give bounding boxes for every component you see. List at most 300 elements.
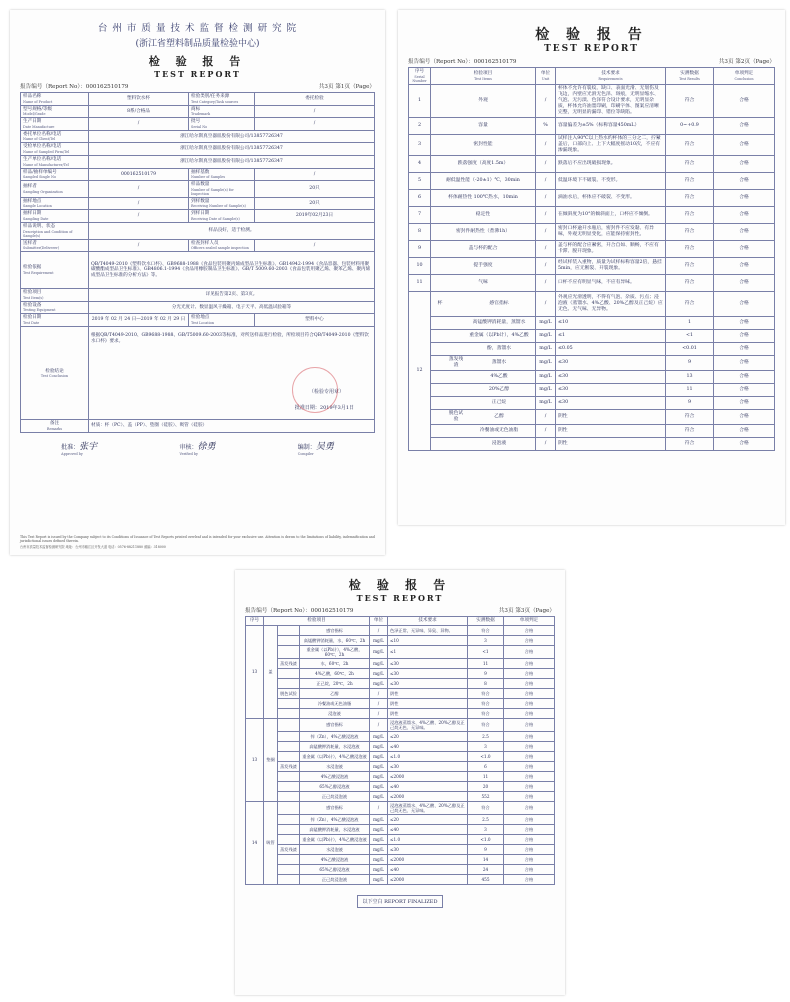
unit: / <box>536 223 556 240</box>
test-item: 高锰酸钾消耗量，水，60℃，2h <box>300 635 370 645</box>
conclusion: 合格 <box>504 658 555 668</box>
item-subgroup <box>278 718 300 731</box>
cover-row <box>21 93 375 106</box>
item-subgroup <box>278 678 300 688</box>
item-name: 20%乙醇 <box>488 386 510 392</box>
requirement: 经试样装入重物，质量为试样标称容量2倍，悬挂5min，应无断裂、开裂现象。 <box>556 257 666 274</box>
field-label-text: 样品数量 <box>191 182 210 188</box>
unit: mg/L <box>536 383 556 396</box>
issue-date: 批准日期：2019年3月1日 <box>294 404 354 411</box>
report-number: 报告编号（Report No）：000162510179 <box>20 84 129 90</box>
test-item: 65%乙醇浸泡液 <box>300 864 370 874</box>
unit: mg/L <box>370 874 388 884</box>
unit: mg/L <box>370 668 388 678</box>
test-result: 1 <box>666 316 714 329</box>
requirement: ≤40 <box>388 781 468 791</box>
conclusion: 合格 <box>714 329 775 342</box>
field-label-en: Sampling Organization <box>23 189 63 194</box>
field-label-en: Sampled Single No <box>23 175 57 180</box>
test-result: 552 <box>468 791 504 801</box>
field-label <box>21 197 89 210</box>
column-header <box>409 68 431 85</box>
field-label-text: 样品/抽样单编号 <box>23 169 57 175</box>
column-header-en: Conclusion <box>734 76 754 81</box>
conclusion: 合格 <box>504 761 555 771</box>
table-row <box>246 625 555 635</box>
field-label <box>21 105 89 118</box>
table-row <box>409 84 775 117</box>
requirement: 外观应光滑透明，不得有气泡、杂质、污点；浸泡液（蒸馏水、4%乙酸、20%乙醇及正己烷）应无色、无气味、无异物。 <box>556 291 666 316</box>
requirement: ≤10 <box>556 316 666 329</box>
column-header-text: 单项判定 <box>734 71 754 76</box>
serial-number: 2 <box>409 117 431 134</box>
report-title: 检 验 报 告 <box>148 55 247 68</box>
item-name: 重金属（以Pb计），4%乙酸 <box>469 332 529 338</box>
verified-by: 审核：徐勇 Verified by <box>179 441 216 456</box>
serial-number: 7 <box>409 206 431 223</box>
conclusion: 合格 <box>714 257 775 274</box>
unit: / <box>536 274 556 291</box>
test-result: <1 <box>666 329 714 342</box>
field-label-text: 抽样日期 <box>23 211 42 217</box>
field-label-en: Test Requirement <box>23 270 54 275</box>
compiled-by: 编制：吴勇 Compiler <box>297 441 334 456</box>
conclusion: 合格 <box>504 708 555 718</box>
table-row <box>409 396 775 409</box>
unit: mg/L <box>370 731 388 741</box>
unit: / <box>370 625 388 635</box>
field-label <box>189 93 255 106</box>
test-item: 感官指标 <box>300 625 370 635</box>
test-item: 水，60℃，2h <box>300 658 370 668</box>
field-value: 20只 <box>255 181 375 198</box>
serial-number: 8 <box>409 223 431 240</box>
test-result: 符合 <box>666 437 714 450</box>
field-value: 8系/合格品 <box>89 105 189 118</box>
conclusion: 合格 <box>504 731 555 741</box>
conclusion: 合格 <box>714 240 775 257</box>
field-label-en: Date Manufacture <box>23 124 55 129</box>
requirement: ≤40 <box>388 824 468 834</box>
conclusion: 合格 <box>714 274 775 291</box>
field-label <box>21 155 89 168</box>
requirement: 浸泡液蒸馏水、4%乙酸、20%乙醇及正己烷无色、无异味。 <box>388 718 468 731</box>
column-header-en: Test Results <box>679 76 700 81</box>
approver-signature: 张宇 <box>79 441 98 452</box>
cover-row <box>21 210 375 223</box>
field-label <box>21 239 89 252</box>
requirement: ≤30 <box>556 355 666 370</box>
item-name: 蒸馏水 <box>491 359 507 365</box>
test-result: 符合 <box>666 134 714 155</box>
field-label-en: Test Date <box>23 320 40 325</box>
conclusion: 合格 <box>504 801 555 814</box>
field-label-en: Receiving Number of Sample(s) <box>191 204 246 209</box>
field-label-text: 型号规格/等级 <box>23 106 53 112</box>
test-result: 符合 <box>666 155 714 172</box>
field-value: 详见报告第2页、第3页。 <box>89 289 375 302</box>
conclusion: 合格 <box>504 678 555 688</box>
table-row <box>409 274 775 291</box>
unit: mg/L <box>536 396 556 409</box>
table-row <box>246 741 555 751</box>
conclusion: 合格 <box>504 668 555 678</box>
item-subgroup <box>278 824 300 834</box>
conclusion-cell <box>89 327 375 420</box>
requirement: 阴性 <box>556 409 666 424</box>
field-label-text: 抽样者 <box>23 184 37 190</box>
unit: / <box>370 698 388 708</box>
test-item: 水浸泡液 <box>300 761 370 771</box>
column-header-text: 检验项目 <box>473 71 493 76</box>
serial-number: 12 <box>409 291 431 450</box>
unit: / <box>536 291 556 316</box>
table-row <box>246 771 555 781</box>
conclusion: 合格 <box>504 864 555 874</box>
serial-number: 14 <box>246 801 264 884</box>
conclusion: 合格 <box>504 718 555 731</box>
conclusion: 合格 <box>714 409 775 424</box>
field-label <box>21 252 89 289</box>
item-subgroup <box>278 854 300 864</box>
requirement: ≤2000 <box>388 791 468 801</box>
conclusion-label: 检验结论 Test Conclusion <box>21 327 89 420</box>
test-item <box>431 291 536 316</box>
field-label-en: Submitter(Deliverer) <box>23 246 60 251</box>
test-item: 锌（Zn），4%乙酸浸泡液 <box>300 814 370 824</box>
test-item: 感官指标 <box>300 718 370 731</box>
table-row <box>409 223 775 240</box>
field-label <box>189 210 255 223</box>
table-row <box>246 718 555 731</box>
test-result: 符合 <box>666 189 714 206</box>
cover-row <box>21 181 375 198</box>
test-item: 重金属（以Pb计），4%乙酸浸泡液 <box>300 751 370 761</box>
table-row <box>246 791 555 801</box>
conclusion: 合格 <box>714 291 775 316</box>
field-value: 塑料饮水杯 <box>89 93 189 106</box>
test-result: 2.5 <box>468 731 504 741</box>
test-result: 9 <box>666 396 714 409</box>
unit: / <box>536 206 556 223</box>
requirement: 滴油水后，杯体应不破裂、不变形。 <box>556 189 666 206</box>
test-item: 正己烷浸泡液 <box>300 791 370 801</box>
table-row <box>246 874 555 884</box>
table-row <box>246 781 555 791</box>
unit: mg/L <box>370 645 388 658</box>
serial-number: 4 <box>409 155 431 172</box>
item-name: 冷餐油或无色油脂 <box>479 427 519 433</box>
table-row <box>246 708 555 718</box>
test-result: 符合 <box>666 172 714 189</box>
test-item: 4%乙酸，60℃，2h <box>300 668 370 678</box>
item-subgroup <box>278 781 300 791</box>
column-header-en: Requirements <box>598 76 623 81</box>
conclusion: 合格 <box>714 355 775 370</box>
requirement: ≤30 <box>556 383 666 396</box>
item-subgroup <box>278 864 300 874</box>
serial-number: 11 <box>409 274 431 291</box>
cover-row <box>21 301 375 314</box>
field-value: 2019年02月23日 <box>255 210 375 223</box>
serial-number: 9 <box>409 240 431 257</box>
unit: / <box>536 409 556 424</box>
field-value: 2019 年 02 月 24 日—2019 年 02 月 29 日 <box>89 314 189 327</box>
field-label-text: 检验类别/任务来源 <box>191 94 230 99</box>
field-label-en: Number of Sample(s) for Inspection <box>191 187 234 196</box>
unit: / <box>536 240 556 257</box>
field-label <box>21 222 89 239</box>
requirement: ≤1 <box>556 329 666 342</box>
field-label-text: 抽样地点 <box>23 198 42 204</box>
conclusion: 合格 <box>504 824 555 834</box>
field-value: 浙江哈尔斯真空器皿股份有限公司/13857726347 <box>89 155 375 168</box>
table-row <box>409 155 775 172</box>
unit: / <box>370 718 388 731</box>
requirement: 阴性 <box>388 688 468 698</box>
item-subgroup: 蒸发残渣 <box>278 761 300 771</box>
item-subgroup <box>278 771 300 781</box>
table-row <box>409 383 775 396</box>
field-value: / <box>89 118 189 131</box>
requirement: ≤2000 <box>388 854 468 864</box>
item-subgroup <box>278 698 300 708</box>
report-number: 报告编号（Report No）：000162510179 <box>245 608 354 614</box>
requirement: 跌落后不应出现破损现象。 <box>556 155 666 172</box>
test-item: 跌落强度（高度1.5m） <box>431 155 536 172</box>
field-value: / <box>255 105 375 118</box>
cover-row <box>21 143 375 156</box>
table-row <box>246 731 555 741</box>
unit: mg/L <box>370 854 388 864</box>
requirement: 阴性 <box>388 698 468 708</box>
test-item: 气味 <box>431 274 536 291</box>
test-item <box>431 316 536 329</box>
conclusion: 合格 <box>714 370 775 383</box>
requirement: ≤1.0 <box>388 751 468 761</box>
field-label-text: 检验设备 <box>23 302 42 308</box>
remarks-label: 备注 Remarks <box>21 420 89 433</box>
report-page-3 <box>235 570 565 995</box>
conclusion: 合格 <box>714 437 775 450</box>
requirement: ≤1.0 <box>388 834 468 844</box>
field-label-en: Test Item(s) <box>23 295 44 300</box>
unit: mg/L <box>370 678 388 688</box>
field-value: 浙江哈尔斯真空器皿股份有限公司/13857726347 <box>89 130 375 143</box>
field-value: / <box>255 168 375 181</box>
test-results-table <box>245 616 555 885</box>
unit: / <box>536 189 556 206</box>
test-result: 符合 <box>666 257 714 274</box>
test-result: 11 <box>468 658 504 668</box>
field-label-en: Name of Product <box>23 99 53 104</box>
field-value: QB/T4049-2010《塑料饮水口杯》、GB9688-1988《食品包装用聚丙烯成型品卫生标准》、GB14942-1994《食品容器、包装材料用聚碳酸酯成型品卫生标准》、GB4806.1-1994《食品用橡胶制品卫生标准》、GB/T 5009.60-2003《食品包装用聚乙烯、聚苯乙烯、聚丙烯成型品卫生标准的分析方法》等。 <box>89 252 375 289</box>
test-result: 符合 <box>666 240 714 257</box>
test-item <box>431 329 536 342</box>
table-row <box>409 291 775 316</box>
unit: / <box>536 155 556 172</box>
field-label <box>189 181 255 198</box>
conclusion: 合格 <box>714 117 775 134</box>
test-item <box>431 355 536 370</box>
page-indicator: 共3页 第2页（Page） <box>718 59 775 65</box>
requirement: ≤1 <box>388 645 468 658</box>
requirement: ≤20 <box>388 731 468 741</box>
field-value: / <box>255 118 375 131</box>
field-label <box>189 118 255 131</box>
field-label-text: 生产日期 <box>23 119 42 125</box>
conclusion: 合格 <box>504 635 555 645</box>
column-header <box>536 68 556 85</box>
field-label-text: 生产单位名称/电话 <box>23 156 62 162</box>
field-value: / <box>255 239 375 252</box>
field-label-text: 样品名称 <box>23 94 42 99</box>
test-item: 高锰酸钾消耗量，水浸泡液 <box>300 824 370 834</box>
unit: / <box>370 688 388 698</box>
test-item <box>431 342 536 355</box>
field-label-en: Model/Grade <box>23 112 46 117</box>
report-page-2 <box>398 10 785 525</box>
table-row <box>246 635 555 645</box>
table-row <box>409 409 775 424</box>
requirement: 盖与杯的配合应紧密，开合自如、顺畅，不应有卡滞、脱开现象。 <box>556 240 666 257</box>
unit: / <box>536 437 556 450</box>
test-item: 重金属（以Pb计），4%乙酸浸泡液 <box>300 834 370 844</box>
table-row <box>246 678 555 688</box>
item-name: 乙醇 <box>494 413 504 419</box>
remarks-text: 材质：杯（PC）、盖（PP）、垫圈（硅胶）、吸管（硅胶） <box>89 420 375 433</box>
item-subgroup <box>278 731 300 741</box>
field-label-en: Name of Sampled Firm/Tel <box>23 149 70 154</box>
item-subgroup <box>278 708 300 718</box>
test-result: <1 <box>468 645 504 658</box>
column-header: 序号 <box>246 617 264 626</box>
item-name: 高锰酸钾消耗量，蒸馏水 <box>472 319 526 325</box>
column-header-text: 序号 <box>414 69 425 74</box>
report-title-en: TEST REPORT <box>154 69 241 79</box>
test-result: 11 <box>666 383 714 396</box>
test-result: 2.5 <box>468 814 504 824</box>
table-row <box>246 801 555 814</box>
conclusion: 合格 <box>714 396 775 409</box>
unit: mg/L <box>370 844 388 854</box>
item-subgroup: 蒸发残渣 <box>278 658 300 668</box>
unit: mg/L <box>370 824 388 834</box>
test-item: 冷餐油或无色油脂 <box>300 698 370 708</box>
item-group: 杯 <box>437 300 443 306</box>
test-result: 3 <box>468 635 504 645</box>
requirement: ≤40 <box>388 741 468 751</box>
field-label-text: 到样日期 <box>191 211 210 217</box>
item-subgroup <box>278 791 300 801</box>
field-value: / <box>89 181 189 198</box>
cover-row <box>21 197 375 210</box>
requirement: ≤30 <box>388 844 468 854</box>
test-item: 正己烷浸泡液 <box>300 874 370 884</box>
cover-row <box>21 130 375 143</box>
item-name: 4%乙酸 <box>490 373 508 379</box>
test-result: 3 <box>468 741 504 751</box>
field-label-en: Testing Equipment <box>23 308 56 313</box>
field-value: 塑料中心 <box>255 314 375 327</box>
test-item <box>431 396 536 409</box>
unit: mg/L <box>536 370 556 383</box>
column-header-en: Unit <box>541 76 550 81</box>
test-result: 符合 <box>666 291 714 316</box>
table-row <box>409 316 775 329</box>
cover-row <box>21 168 375 181</box>
item-subgroup <box>278 874 300 884</box>
item-subgroup <box>278 751 300 761</box>
seal-text: （检验专用章） <box>308 388 344 395</box>
table-row <box>409 189 775 206</box>
field-label-text: 批号 <box>191 119 201 125</box>
field-label-en: Sample Location <box>23 204 52 209</box>
conclusion: 合格 <box>504 844 555 854</box>
table-row <box>246 668 555 678</box>
unit: mg/L <box>536 316 556 329</box>
test-item <box>431 383 536 396</box>
test-result: 9 <box>666 355 714 370</box>
requirement: 低温环境下不破裂、不变形。 <box>556 172 666 189</box>
test-result: 0~+0.9 <box>666 117 714 134</box>
conclusion: 合格 <box>504 645 555 658</box>
column-header: 单位 <box>370 617 388 626</box>
requirement: 浸泡液蒸馏水、4%乙酸、20%乙醇及正己烷无色、无异味。 <box>388 801 468 814</box>
test-item <box>431 370 536 383</box>
test-result: 符合 <box>468 801 504 814</box>
requirement: ≤30 <box>388 678 468 688</box>
requirement: ≤30 <box>388 668 468 678</box>
unit: mg/L <box>370 635 388 645</box>
unit: mg/L <box>370 751 388 761</box>
unit: mg/L <box>370 814 388 824</box>
item-subgroup <box>278 645 300 658</box>
test-result: 3 <box>468 824 504 834</box>
test-item <box>431 437 536 450</box>
field-label-text: 受检单位名称/电话 <box>23 144 62 150</box>
item-subgroup <box>278 668 300 678</box>
unit: mg/L <box>536 329 556 342</box>
test-item: 提手强度 <box>431 257 536 274</box>
test-result: 符合 <box>666 206 714 223</box>
field-label-en: Trademark <box>191 112 210 117</box>
field-label-en: Name of Client/Tel <box>23 137 56 142</box>
field-label-text: 检验地点 <box>191 315 210 321</box>
legal-footer <box>20 535 375 549</box>
test-result: 符合 <box>666 409 714 424</box>
field-value: 20只 <box>255 197 375 210</box>
test-result: 符合 <box>666 274 714 291</box>
requirement: 色泽正常，无异味、异臭、异物。 <box>388 625 468 635</box>
test-item: 4%乙酸浸泡液 <box>300 771 370 781</box>
unit: / <box>536 257 556 274</box>
requirement: 杯体不允许有裂纹、缺口、表面光滑、无划伤及飞边，内壁应光滑无色泽、斑痕，无明显缩水、气泡、无污渍、色泽符合设计要求，无明显杂质，杯体允许油墨印刷，印刷字体、图案应清晰完整，无明显的漏印、错位等缺陷。 <box>556 84 666 117</box>
field-label <box>189 239 255 252</box>
item-subgroup <box>278 814 300 824</box>
column-header-text: 实测数据 <box>680 71 699 76</box>
report-title-en: TEST REPORT <box>544 44 639 54</box>
test-result: 9 <box>468 844 504 854</box>
requirement: 口杯不应有明显气味，不应有异味。 <box>556 274 666 291</box>
footer-en: This Test Report is issued by the Company subject to its Conditions of Issuance of Test Reports printed overleaf and is intended for your exclusive use. Attention is drawn to the limitations of liability, indemnification and jurisdictional issues defined therein. <box>20 535 375 543</box>
table-row <box>409 117 775 134</box>
table-row <box>246 864 555 874</box>
conclusion: 合格 <box>504 771 555 781</box>
conclusion: 合格 <box>504 781 555 791</box>
item-subgroup <box>278 834 300 844</box>
column-header: 实测数据 <box>468 617 504 626</box>
